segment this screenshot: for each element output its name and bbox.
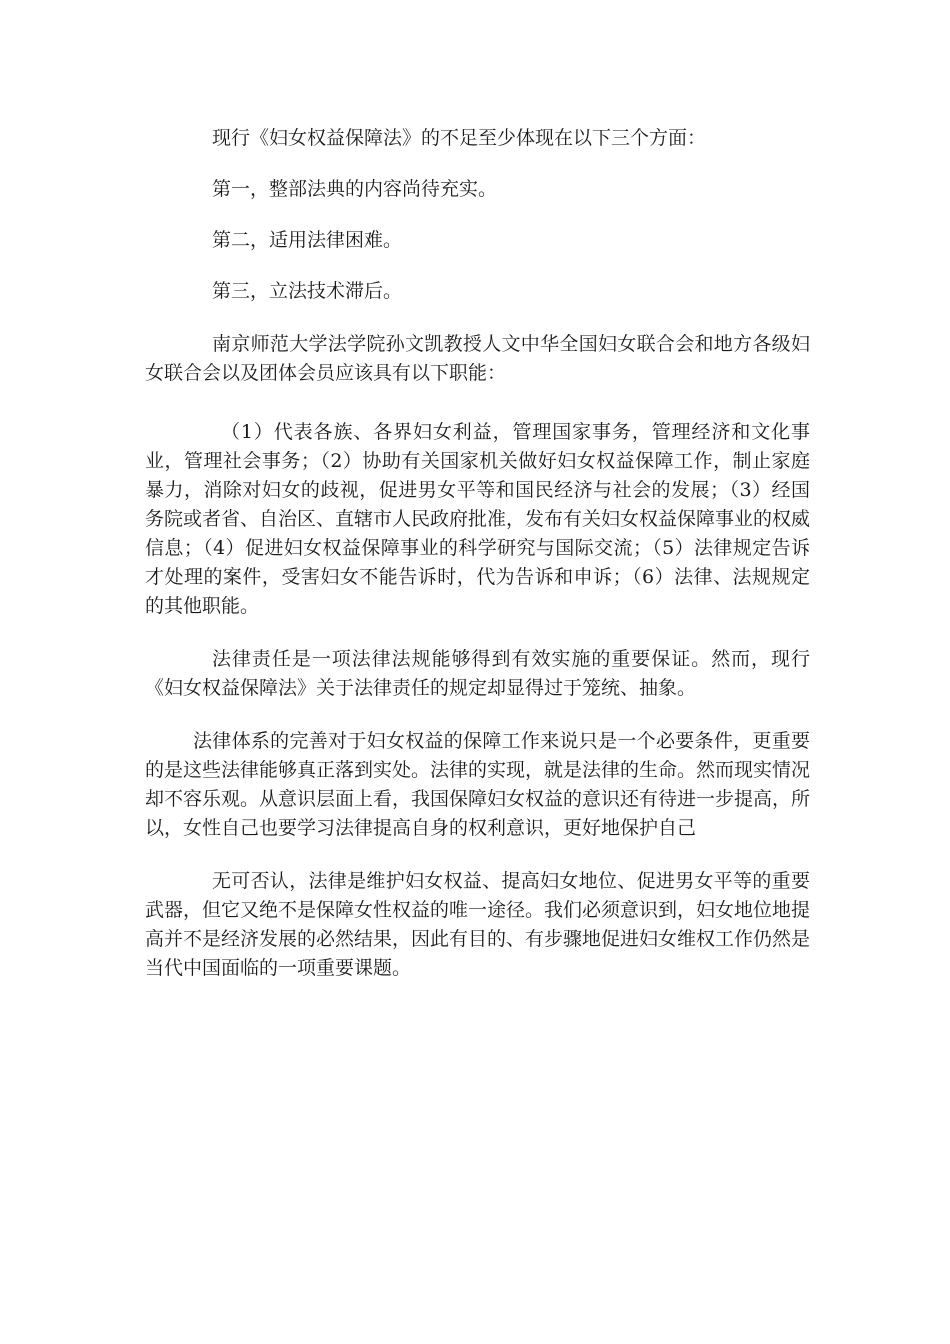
intro-paragraph: 现行《妇女权益保障法》的不足至少体现在以下三个方面： — [212, 127, 707, 149]
legal-responsibility-paragraph: 法律责任是一项法律法规能够得到有效实施的重要保证。然而，现行《妇女权益保障法》关于法律责任的规定却显得过于笼统、抽象。 — [145, 648, 810, 699]
point-three-paragraph: 第三，立法技术滞后。 — [212, 280, 403, 302]
document-body — [145, 124, 810, 1007]
point-one-paragraph: 第一，整部法典的内容尚待充实。 — [212, 178, 498, 200]
point-two-paragraph: 第二，适用法律困难。 — [212, 229, 403, 251]
conclusion-paragraph: 无可否认，法律是维护妇女权益、提高妇女地位、促进男女平等的重要武器，但它又绝不是保障女性权益的唯一途径。我们必须意识到，妇女地位地提高并不是经济发展的必然结果，因此有目的、有步骤地促进妇女维权工作仍然是当代中国面临的一项重要课题。 — [145, 870, 811, 979]
federation-duties-intro-paragraph: 南京师范大学法学院孙文凯教授人文中华全国妇女联合会和地方各级妇女联合会以及团体会员应该具有以下职能： — [145, 333, 810, 384]
legal-implementation-paragraph: 法律体系的完善对于妇女权益的保障工作来说只是一个必要条件，更重要的是这些法律能够真正落到实处。法律的实现，就是法律的生命。然而现实情况却不容乐观。从意识层面上看，我国保障妇女权益的意识还有待进一步提高，所以，女性自己也要学习法律提高自身的权利意识，更好地保护自己 — [145, 730, 811, 839]
federation-duties-list-paragraph: （1）代表各族、各界妇女利益，管理国家事务，管理经济和文化事业，管理社会事务；（2）协助有关国家机关做好妇女权益保障工作，制止家庭暴力，消除对妇女的歧视，促进男女平等和国民经济与社会的发展；（3）经国务院或者省、自治区、直辖市人民政府批准，发布有关妇女权益保障事业的权威信息；（4）促进妇女权益保障事业的科学研究与国际交流；（5）法律规定告诉才处理的案件，受害妇女不能告诉时，代为告诉和申诉；（6）法律、法规规定的其他职能。 — [145, 421, 811, 617]
